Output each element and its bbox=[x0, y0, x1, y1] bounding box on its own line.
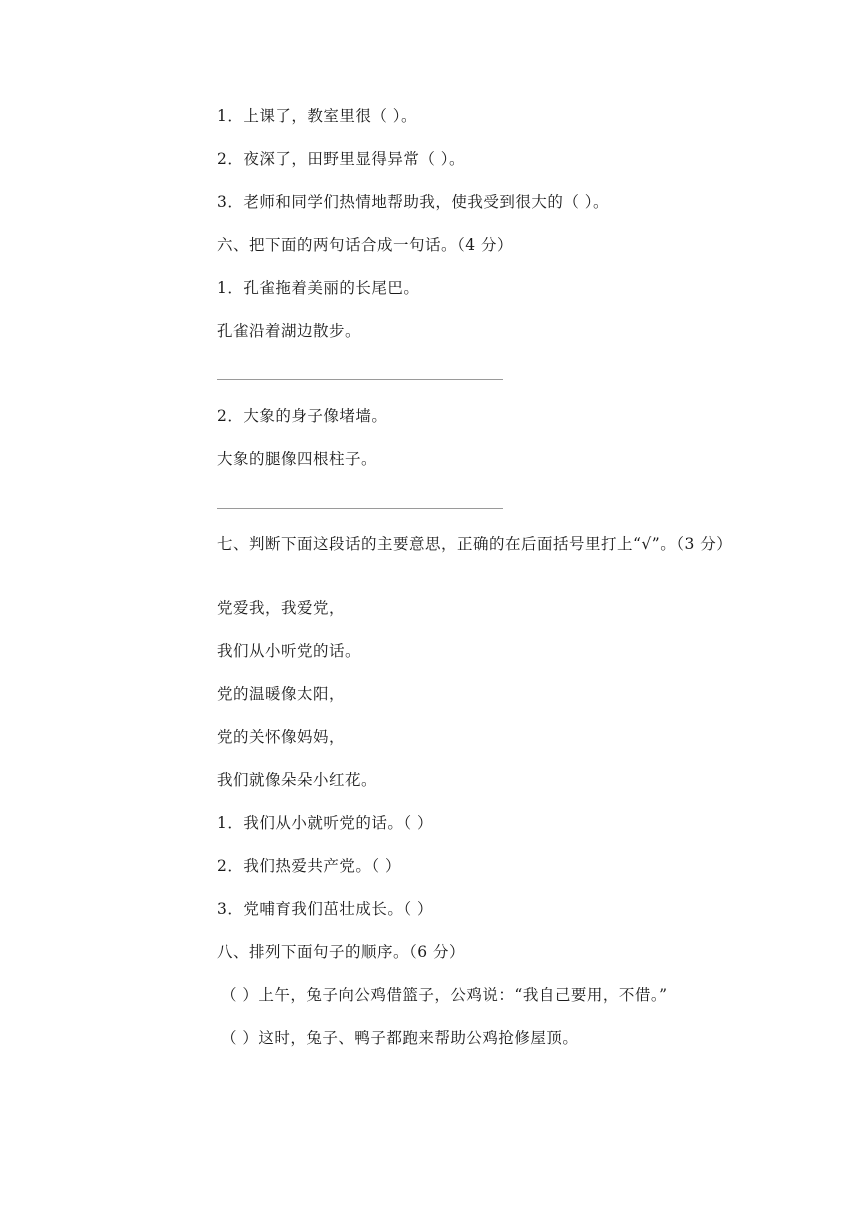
poem-line-2: 我们从小听党的话。 bbox=[217, 642, 362, 660]
combine-q2-sentence-a: 2．大象的身子像堵墙。 bbox=[217, 407, 388, 425]
judgement-option-3: 3．党哺育我们茁壮成长。（ ） bbox=[217, 900, 434, 918]
fill-blank-item-3: 3．老师和同学们热情地帮助我，使我受到很大的（ ）。 bbox=[217, 193, 610, 211]
poem-line-4: 党的关怀像妈妈， bbox=[217, 728, 346, 746]
section-8-heading: 八、排列下面句子的顺序。（6 分） bbox=[217, 943, 466, 961]
combine-q2-sentence-b: 大象的腿像四根柱子。 bbox=[217, 450, 378, 468]
poem-line-1: 党爱我，我爱党， bbox=[217, 599, 346, 617]
combine-q1-sentence-a: 1．孔雀拖着美丽的长尾巴。 bbox=[217, 279, 420, 297]
order-item-2: （ ）这时，兔子、鸭子都跑来帮助公鸡抢修屋顶。 bbox=[221, 1029, 579, 1047]
poem-line-3: 党的温暖像太阳， bbox=[217, 685, 346, 703]
fill-blank-item-2: 2．夜深了，田野里显得异常（ ）。 bbox=[217, 150, 466, 168]
order-item-1: （ ）上午，兔子向公鸡借篮子，公鸡说：“我自己要用，不借。” bbox=[221, 986, 668, 1004]
fill-blank-item-1: 1．上课了，教室里很（ ）。 bbox=[217, 107, 418, 125]
section-6-heading: 六、把下面的两句话合成一句话。（4 分） bbox=[217, 236, 514, 254]
section-7-heading: 七、判断下面这段话的主要意思，正确的在后面括号里打上“√”。（3 分） bbox=[217, 535, 733, 553]
poem-line-5: 我们就像朵朵小红花。 bbox=[217, 771, 378, 789]
answer-line-1[interactable] bbox=[217, 379, 503, 380]
judgement-option-1: 1．我们从小就听党的话。（ ） bbox=[217, 814, 434, 832]
combine-q1-sentence-b: 孔雀沿着湖边散步。 bbox=[217, 322, 362, 340]
judgement-option-2: 2．我们热爱共产党。（ ） bbox=[217, 857, 402, 875]
answer-line-2[interactable] bbox=[217, 508, 503, 509]
